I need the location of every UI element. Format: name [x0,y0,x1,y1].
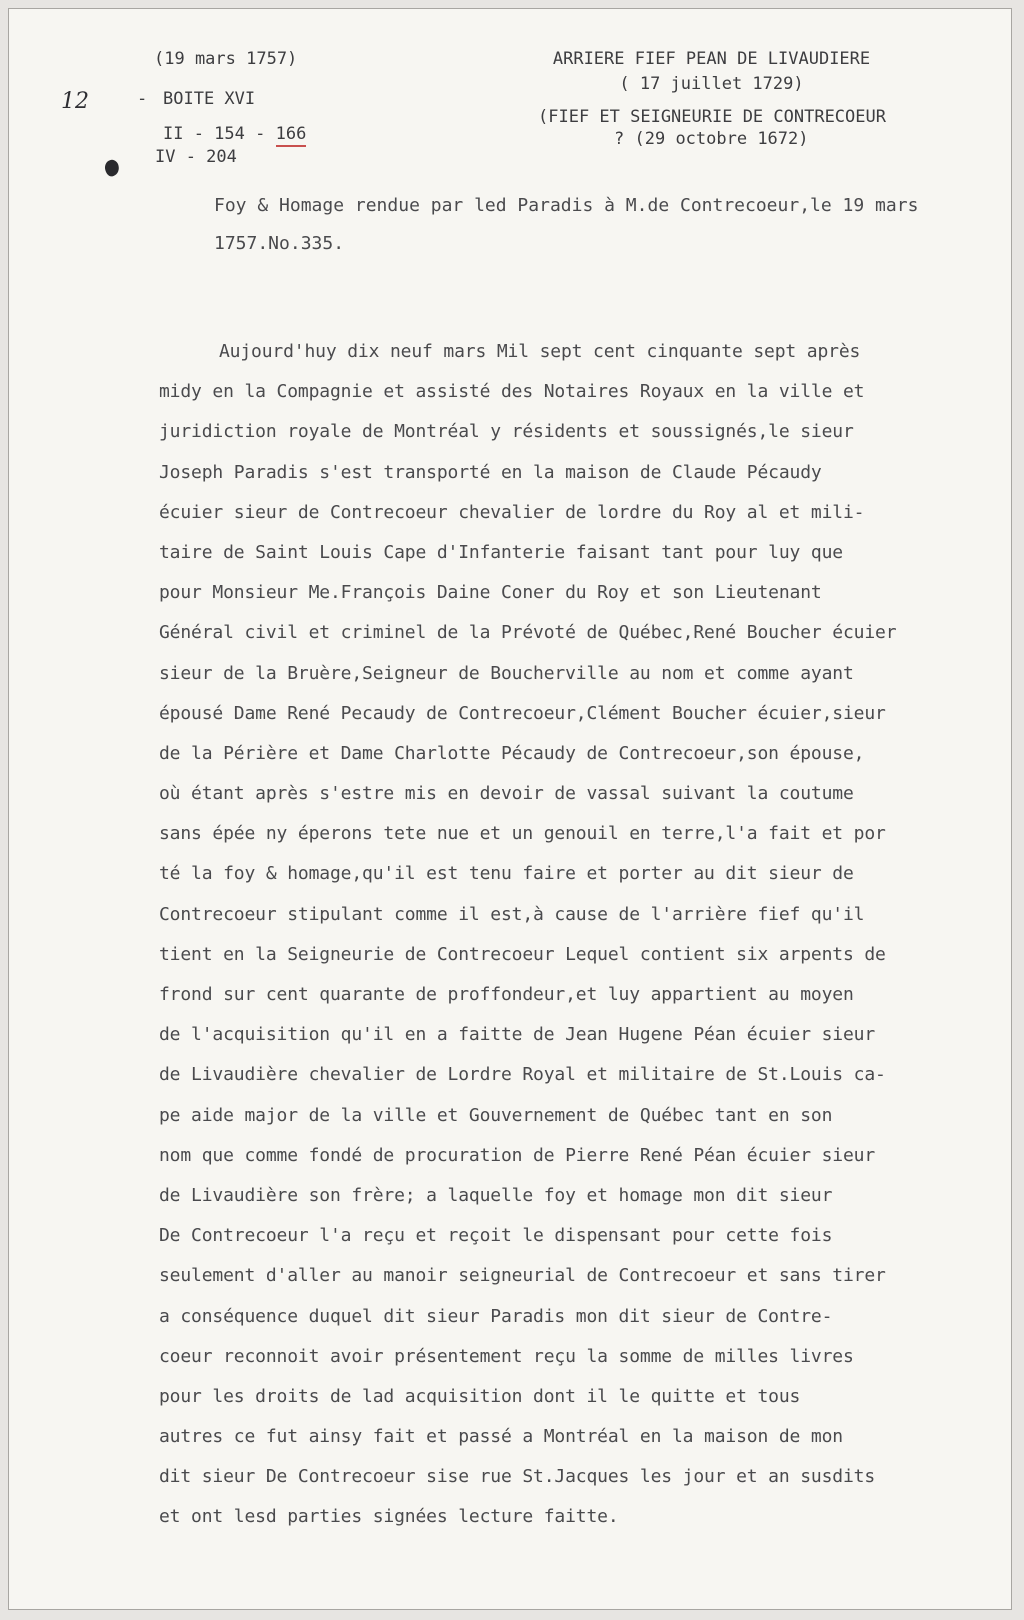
body-line: Contrecoeur stipulant comme il est,à cause de l'arrière fief qu'il [159,903,865,925]
header-title-line-4-text: (29 octobre 1672) [634,129,809,149]
body-line: de Livaudière son frère; a laquelle foy et homage mon dit sieur [159,1184,833,1206]
body-line: a conséquence duquel dit sieur Paradis mon dit sieur de Contre- [159,1305,833,1327]
header-title-line-2: ( 17 juillet 1729) [619,74,804,94]
header-title-line-3: (FIEF ET SEIGNEURIE DE CONTRECOEUR [538,107,886,127]
body-line: seulement d'aller au manoir seigneurial de Contrecoeur et sans tirer [159,1265,886,1287]
body-line: frond sur cent quarante de proffondeur,et luy appartient au moyen [159,984,854,1005]
header-title-line-4 [614,129,809,149]
document-page [8,8,1012,1610]
body-line: Général civil et criminel de la Prévoté de Québec,René Boucher écuier [159,622,897,644]
body-line: nom que comme fondé de procuration de Pierre René Péan écuier sieur [159,1144,876,1166]
body-line: de Livaudière chevalier de Lordre Royal et militaire de St.Louis ca- [159,1064,886,1086]
body-line: et ont lesd parties signées lecture faitte. [159,1506,619,1528]
body-line: pe aide major de la ville et Gouvernement de Québec tant en son [159,1104,833,1126]
body-line: de la Périère et Dame Charlotte Pécaudy de Contrecoeur,son épouse, [159,742,865,764]
body-line: où étant après s'estre mis en devoir de vassal suivant la coutume [159,783,854,805]
body-line: té la foy & homage,qu'il est tenu faire et porter au dit sieur de [159,863,854,885]
reference-prefix: II - 154 - [163,124,266,144]
body-line: pour les droits de lad acquisition dont il le quitte et tous [159,1385,801,1407]
body-line: De Contrecoeur l'a reçu et reçoit le dispensant pour cette fois [159,1225,833,1247]
body-line: Joseph Paradis s'est transporté en la maison de Claude Pécaudy [159,461,822,483]
header-question-mark: ? [614,129,625,149]
body-line: juridiction royale de Montréal y résidents et soussignés,le sieur [159,421,854,443]
reference-line-1 [163,124,306,144]
reference-underlined: 166 [276,124,307,147]
document-title: Foy & Homage rendue par led Paradis à M.de Contrecoeur,le 19 mars 1757.No.335. [214,195,919,254]
reference-line-2: IV - 204 [155,147,237,167]
body-line: sans épée ny éperons tete nue et un genouil en terre,l'a fait et por [159,823,886,845]
body-line: taire de Saint Louis Cape d'Infanterie faisant tant pour luy que [159,541,843,563]
document-body [159,332,989,1538]
body-line: autres ce fut ainsy fait et passé a Montréal en la maison de mon [159,1426,843,1448]
document-date: (19 mars 1757) [154,49,298,69]
body-line: Aujourd'huy dix neuf mars Mil sept cent cinquante sept après [219,341,861,362]
body-line: de l'acquisition qu'il en a faitte de Jean Hugene Péan écuier sieur [159,1024,876,1046]
body-line: coeur reconnoit avoir présentement reçu la somme de milles livres [159,1345,854,1367]
body-line: pour Monsieur Me.François Daine Coner du Roy et son Lieutenant [159,582,822,604]
folio-number: 12 [61,89,89,114]
body-line: sieur de la Bruère,Seigneur de Boucherville au nom et comme ayant [159,662,854,684]
body-line: dit sieur De Contrecoeur sise rue St.Jacques les jour et an susdits [159,1466,876,1488]
body-line: écuier sieur de Contrecoeur chevalier de lordre du Roy al et mili- [159,501,865,523]
ink-blot-icon [103,158,122,178]
body-line: midy en la Compagnie et assisté des Notaires Royaux en la ville et [159,381,865,403]
header-title-line-1: ARRIERE FIEF PEAN DE LIVAUDIERE [552,49,871,69]
body-line: épousé Dame René Pecaudy de Contrecoeur,Clément Boucher écuier,sieur [159,702,886,724]
box-dash: - [137,89,148,109]
box-label: BOITE XVI [163,89,256,109]
body-line: tient en la Seigneurie de Contrecoeur Lequel contient six arpents de [159,943,886,965]
